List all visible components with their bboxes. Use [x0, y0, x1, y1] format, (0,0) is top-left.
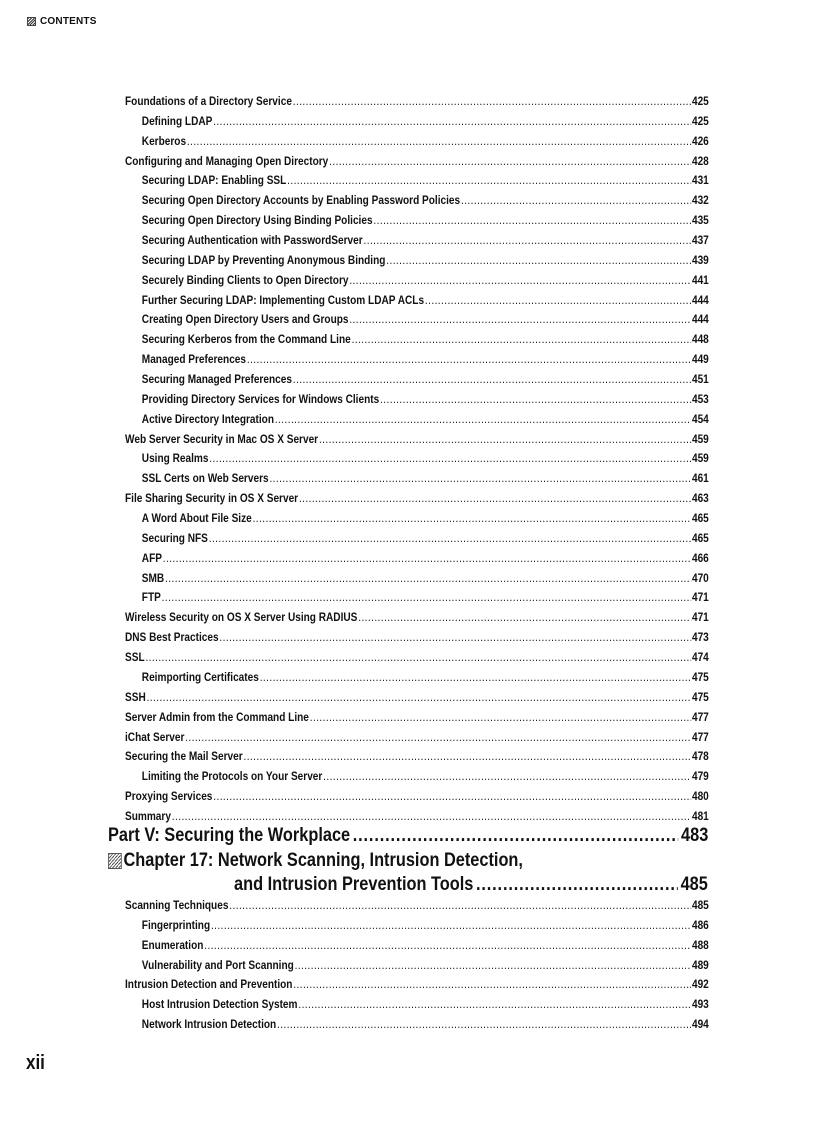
toc-entry-page: 448 — [691, 332, 709, 347]
toc-entry-page: 459 — [691, 451, 709, 466]
toc-entry — [125, 94, 709, 114]
dot-leader — [185, 730, 691, 744]
dot-leader — [204, 938, 691, 952]
toc-entry — [125, 789, 709, 809]
toc-entry — [125, 154, 709, 174]
toc-entry — [125, 114, 709, 134]
toc-entry-title: Securing the Mail Server — [125, 749, 243, 764]
toc-entry — [125, 432, 709, 452]
toc-entry — [125, 690, 709, 710]
toc-entry-page: 475 — [691, 669, 709, 684]
dot-leader — [380, 392, 691, 406]
toc-entry — [125, 918, 709, 938]
dot-leader — [213, 114, 691, 128]
toc-entry-page: 477 — [691, 729, 709, 744]
chapter-title-text-2: and Intrusion Prevention Tools — [234, 874, 474, 895]
toc-entry-page: 479 — [691, 769, 709, 784]
chapter-page: 485 — [680, 874, 708, 895]
toc-entry — [125, 958, 709, 978]
dot-leader — [295, 958, 692, 972]
dot-leader — [353, 825, 679, 847]
toc-entry — [125, 213, 709, 233]
dot-leader — [187, 134, 691, 148]
toc-entry-title: FTP — [141, 590, 161, 605]
dot-leader — [476, 874, 678, 896]
toc-entry-page: 425 — [691, 94, 709, 108]
toc-entry — [125, 392, 709, 412]
toc-entry-title: Defining LDAP — [141, 113, 213, 128]
part-entry — [108, 825, 708, 847]
toc-entry-title: DNS Best Practices — [125, 630, 219, 645]
dot-leader — [163, 551, 691, 565]
toc-entry-page: 471 — [691, 590, 709, 605]
toc-entry-page: 494 — [691, 1017, 709, 1032]
dot-leader — [373, 213, 691, 227]
dot-leader — [349, 273, 691, 287]
toc-entry-page: 477 — [691, 709, 709, 724]
dot-leader — [162, 590, 691, 604]
chapter-title-line2 — [108, 874, 708, 896]
dot-leader — [386, 253, 691, 267]
toc-entry-title: Securing LDAP by Preventing Anonymous Binding — [141, 252, 386, 267]
running-head-text: CONTENTS — [40, 16, 97, 27]
dot-leader — [219, 630, 691, 644]
toc-entry-title: Proxying Services — [125, 789, 213, 804]
toc-entry-page: 441 — [691, 272, 709, 287]
dot-leader — [253, 511, 692, 525]
toc-entry — [125, 531, 709, 551]
toc-entry — [125, 710, 709, 730]
toc-entry — [125, 412, 709, 432]
dot-leader — [425, 293, 691, 307]
dot-leader — [352, 332, 692, 346]
part-page: 483 — [681, 825, 709, 846]
dot-leader — [213, 789, 691, 803]
toc-entry-title: SSL Certs on Web Servers — [141, 471, 269, 486]
toc-entry — [125, 253, 709, 273]
toc-entry-page: 485 — [691, 898, 709, 912]
toc-entry-title: Securing LDAP: Enabling SSL — [141, 173, 287, 188]
toc-entry — [125, 193, 709, 213]
toc-entry — [125, 471, 709, 491]
toc-entry — [125, 233, 709, 253]
toc-entry-page: 465 — [691, 530, 709, 545]
dot-leader — [211, 918, 691, 932]
toc-entry — [125, 730, 709, 750]
toc-entry-page: 425 — [691, 113, 709, 128]
dot-leader — [209, 531, 691, 545]
toc-entry-page: 478 — [691, 749, 709, 764]
toc-entry — [125, 352, 709, 372]
toc-entry-page: 454 — [691, 411, 709, 426]
toc-entry-page: 444 — [691, 292, 709, 307]
toc-entry-title: Further Securing LDAP: Implementing Custom LDAP ACLs — [141, 292, 425, 307]
dot-leader — [147, 690, 692, 704]
toc-entry-title: Configuring and Managing Open Directory — [125, 153, 329, 168]
toc-entry-page: 493 — [691, 997, 709, 1012]
toc-entry — [125, 491, 709, 511]
toc-entry — [125, 670, 709, 690]
toc-entry-page: 444 — [691, 312, 709, 327]
chapter-marker-icon — [108, 853, 122, 869]
dot-leader — [277, 1017, 691, 1031]
toc-entry-title: Summary — [125, 808, 171, 823]
dot-leader — [145, 650, 691, 664]
toc-entry-page: 489 — [691, 957, 709, 972]
chapter-heading — [108, 850, 708, 896]
toc-entry-page: 435 — [691, 213, 709, 228]
chapter-title-line1 — [108, 850, 624, 872]
toc-entry-page: 432 — [691, 193, 709, 208]
toc-entry-title: AFP — [141, 550, 162, 565]
toc-entry — [125, 511, 709, 531]
dot-leader — [358, 610, 691, 624]
toc-entry-title: Limiting the Protocols on Your Server — [141, 769, 323, 784]
toc-entry-page: 486 — [691, 917, 709, 932]
toc-entry-page: 470 — [691, 570, 709, 585]
toc-entry — [125, 551, 709, 571]
toc-entry-title: Foundations of a Directory Service — [125, 94, 292, 108]
dot-leader — [319, 432, 691, 446]
toc-entry-page: 428 — [691, 153, 709, 168]
toc-entry-page: 461 — [691, 471, 709, 486]
toc-entry-page: 437 — [691, 233, 709, 248]
toc-entry-title: Creating Open Directory Users and Groups — [141, 312, 349, 327]
toc-entry-title: A Word About File Size — [141, 511, 252, 526]
toc-entry — [125, 938, 709, 958]
part-heading — [108, 825, 708, 847]
toc-entry-title: Reimporting Certificates — [141, 669, 259, 684]
toc-entry-page: 466 — [691, 550, 709, 565]
dot-leader — [329, 154, 691, 168]
toc-entry — [125, 273, 709, 293]
toc-entry-page: 492 — [691, 977, 709, 992]
dot-leader — [299, 491, 691, 505]
toc-entry-page: 463 — [691, 491, 709, 506]
dot-leader — [323, 769, 691, 783]
toc-entry-title: Vulnerability and Port Scanning — [141, 957, 294, 972]
toc-entry-title: SSL — [125, 650, 145, 665]
toc-entry-title: Server Admin from the Command Line — [125, 709, 309, 724]
toc-entry — [125, 312, 709, 332]
dot-leader — [287, 173, 691, 187]
toc-entry — [125, 293, 709, 313]
chapter-entry — [234, 874, 708, 896]
dot-leader — [209, 451, 691, 465]
toc-entry-page: 439 — [691, 252, 709, 267]
toc-entry-title: Enumeration — [141, 937, 204, 952]
dot-leader — [461, 193, 691, 207]
toc-entry — [125, 451, 709, 471]
toc-entry-page: 488 — [691, 937, 709, 952]
dot-leader — [364, 233, 692, 247]
toc-entry-title: Fingerprinting — [141, 917, 211, 932]
toc-entry-title: Securing Authentication with PasswordServer — [141, 233, 363, 248]
running-head — [27, 16, 97, 27]
toc-entry-title: Intrusion Detection and Prevention — [125, 977, 293, 992]
toc-entry-page: 465 — [691, 511, 709, 526]
toc-entry — [125, 173, 709, 193]
toc-entry-page: 481 — [691, 808, 709, 823]
dot-leader — [243, 749, 691, 763]
toc-entry-title: Host Intrusion Detection System — [141, 997, 298, 1012]
toc-entry-title: Web Server Security in Mac OS X Server — [125, 431, 319, 446]
toc-entry-page: 426 — [691, 133, 709, 148]
toc-entry-title: Scanning Techniques — [125, 898, 229, 912]
toc-entry — [125, 977, 709, 997]
dot-leader — [260, 670, 691, 684]
toc-entry — [125, 630, 709, 650]
toc-entry-title: File Sharing Security in OS X Server — [125, 491, 299, 506]
dot-leader — [349, 312, 691, 326]
section-marker-icon — [27, 17, 36, 26]
chapter-toc-list — [125, 898, 709, 1037]
toc-entry-page: 431 — [691, 173, 709, 188]
toc-entry-title: SMB — [141, 570, 165, 585]
toc-entry — [125, 997, 709, 1017]
dot-leader — [293, 94, 691, 108]
dot-leader — [310, 710, 691, 724]
toc-entry — [125, 372, 709, 392]
toc-entry-title: iChat Server — [125, 729, 185, 744]
toc-entry — [125, 749, 709, 769]
toc-entry — [125, 650, 709, 670]
toc-entry-page: 459 — [691, 431, 709, 446]
toc-entry-page: 451 — [691, 372, 709, 387]
part-title: Part V: Securing the Workplace — [108, 825, 351, 846]
dot-leader — [165, 571, 691, 585]
toc-entry — [125, 898, 709, 918]
toc-entry-title: Using Realms — [141, 451, 209, 466]
toc-entry-page: 473 — [691, 630, 709, 645]
page-number: xii — [26, 1052, 45, 1074]
chapter-title-text-1: Chapter 17: Network Scanning, Intrusion Detection, — [123, 850, 523, 871]
dot-leader — [269, 471, 691, 485]
toc-entry-page: 480 — [691, 789, 709, 804]
toc-entry-title: SSH — [125, 689, 146, 704]
toc-entry — [125, 769, 709, 789]
dot-leader — [298, 997, 691, 1011]
dot-leader — [172, 809, 691, 823]
toc-entry — [125, 610, 709, 630]
toc-entry — [125, 134, 709, 154]
toc-list — [125, 94, 709, 829]
toc-entry-page: 475 — [691, 689, 709, 704]
dot-leader — [293, 372, 691, 386]
toc-entry-title: Wireless Security on OS X Server Using RADIUS — [125, 610, 358, 625]
toc-entry — [125, 571, 709, 591]
toc-entry-page: 453 — [691, 391, 709, 406]
toc-entry-title: Securing Open Directory Accounts by Enabling Password Policies — [141, 193, 461, 208]
dot-leader — [275, 412, 691, 426]
toc-entry-page: 474 — [691, 650, 709, 665]
toc-entry-title: Securing Kerberos from the Command Line — [141, 332, 351, 347]
toc-entry-title: Network Intrusion Detection — [141, 1017, 277, 1032]
toc-entry — [125, 332, 709, 352]
toc-entry-title: Providing Directory Services for Windows Clients — [141, 391, 380, 406]
toc-entry — [125, 590, 709, 610]
toc-entry-page: 471 — [691, 610, 709, 625]
dot-leader — [247, 352, 691, 366]
toc-entry-title: Securing Managed Preferences — [141, 372, 292, 387]
toc-entry — [125, 1017, 709, 1037]
toc-entry-title: Kerberos — [141, 133, 187, 148]
toc-entry-title: Managed Preferences — [141, 352, 247, 367]
toc-entry-title: Securing Open Directory Using Binding Policies — [141, 213, 373, 228]
dot-leader — [293, 977, 691, 991]
toc-entry-page: 449 — [691, 352, 709, 367]
dot-leader — [229, 898, 691, 912]
toc-entry-title: Securing NFS — [141, 530, 208, 545]
toc-entry-title: Securely Binding Clients to Open Directory — [141, 272, 349, 287]
toc-entry-title: Active Directory Integration — [141, 411, 274, 426]
